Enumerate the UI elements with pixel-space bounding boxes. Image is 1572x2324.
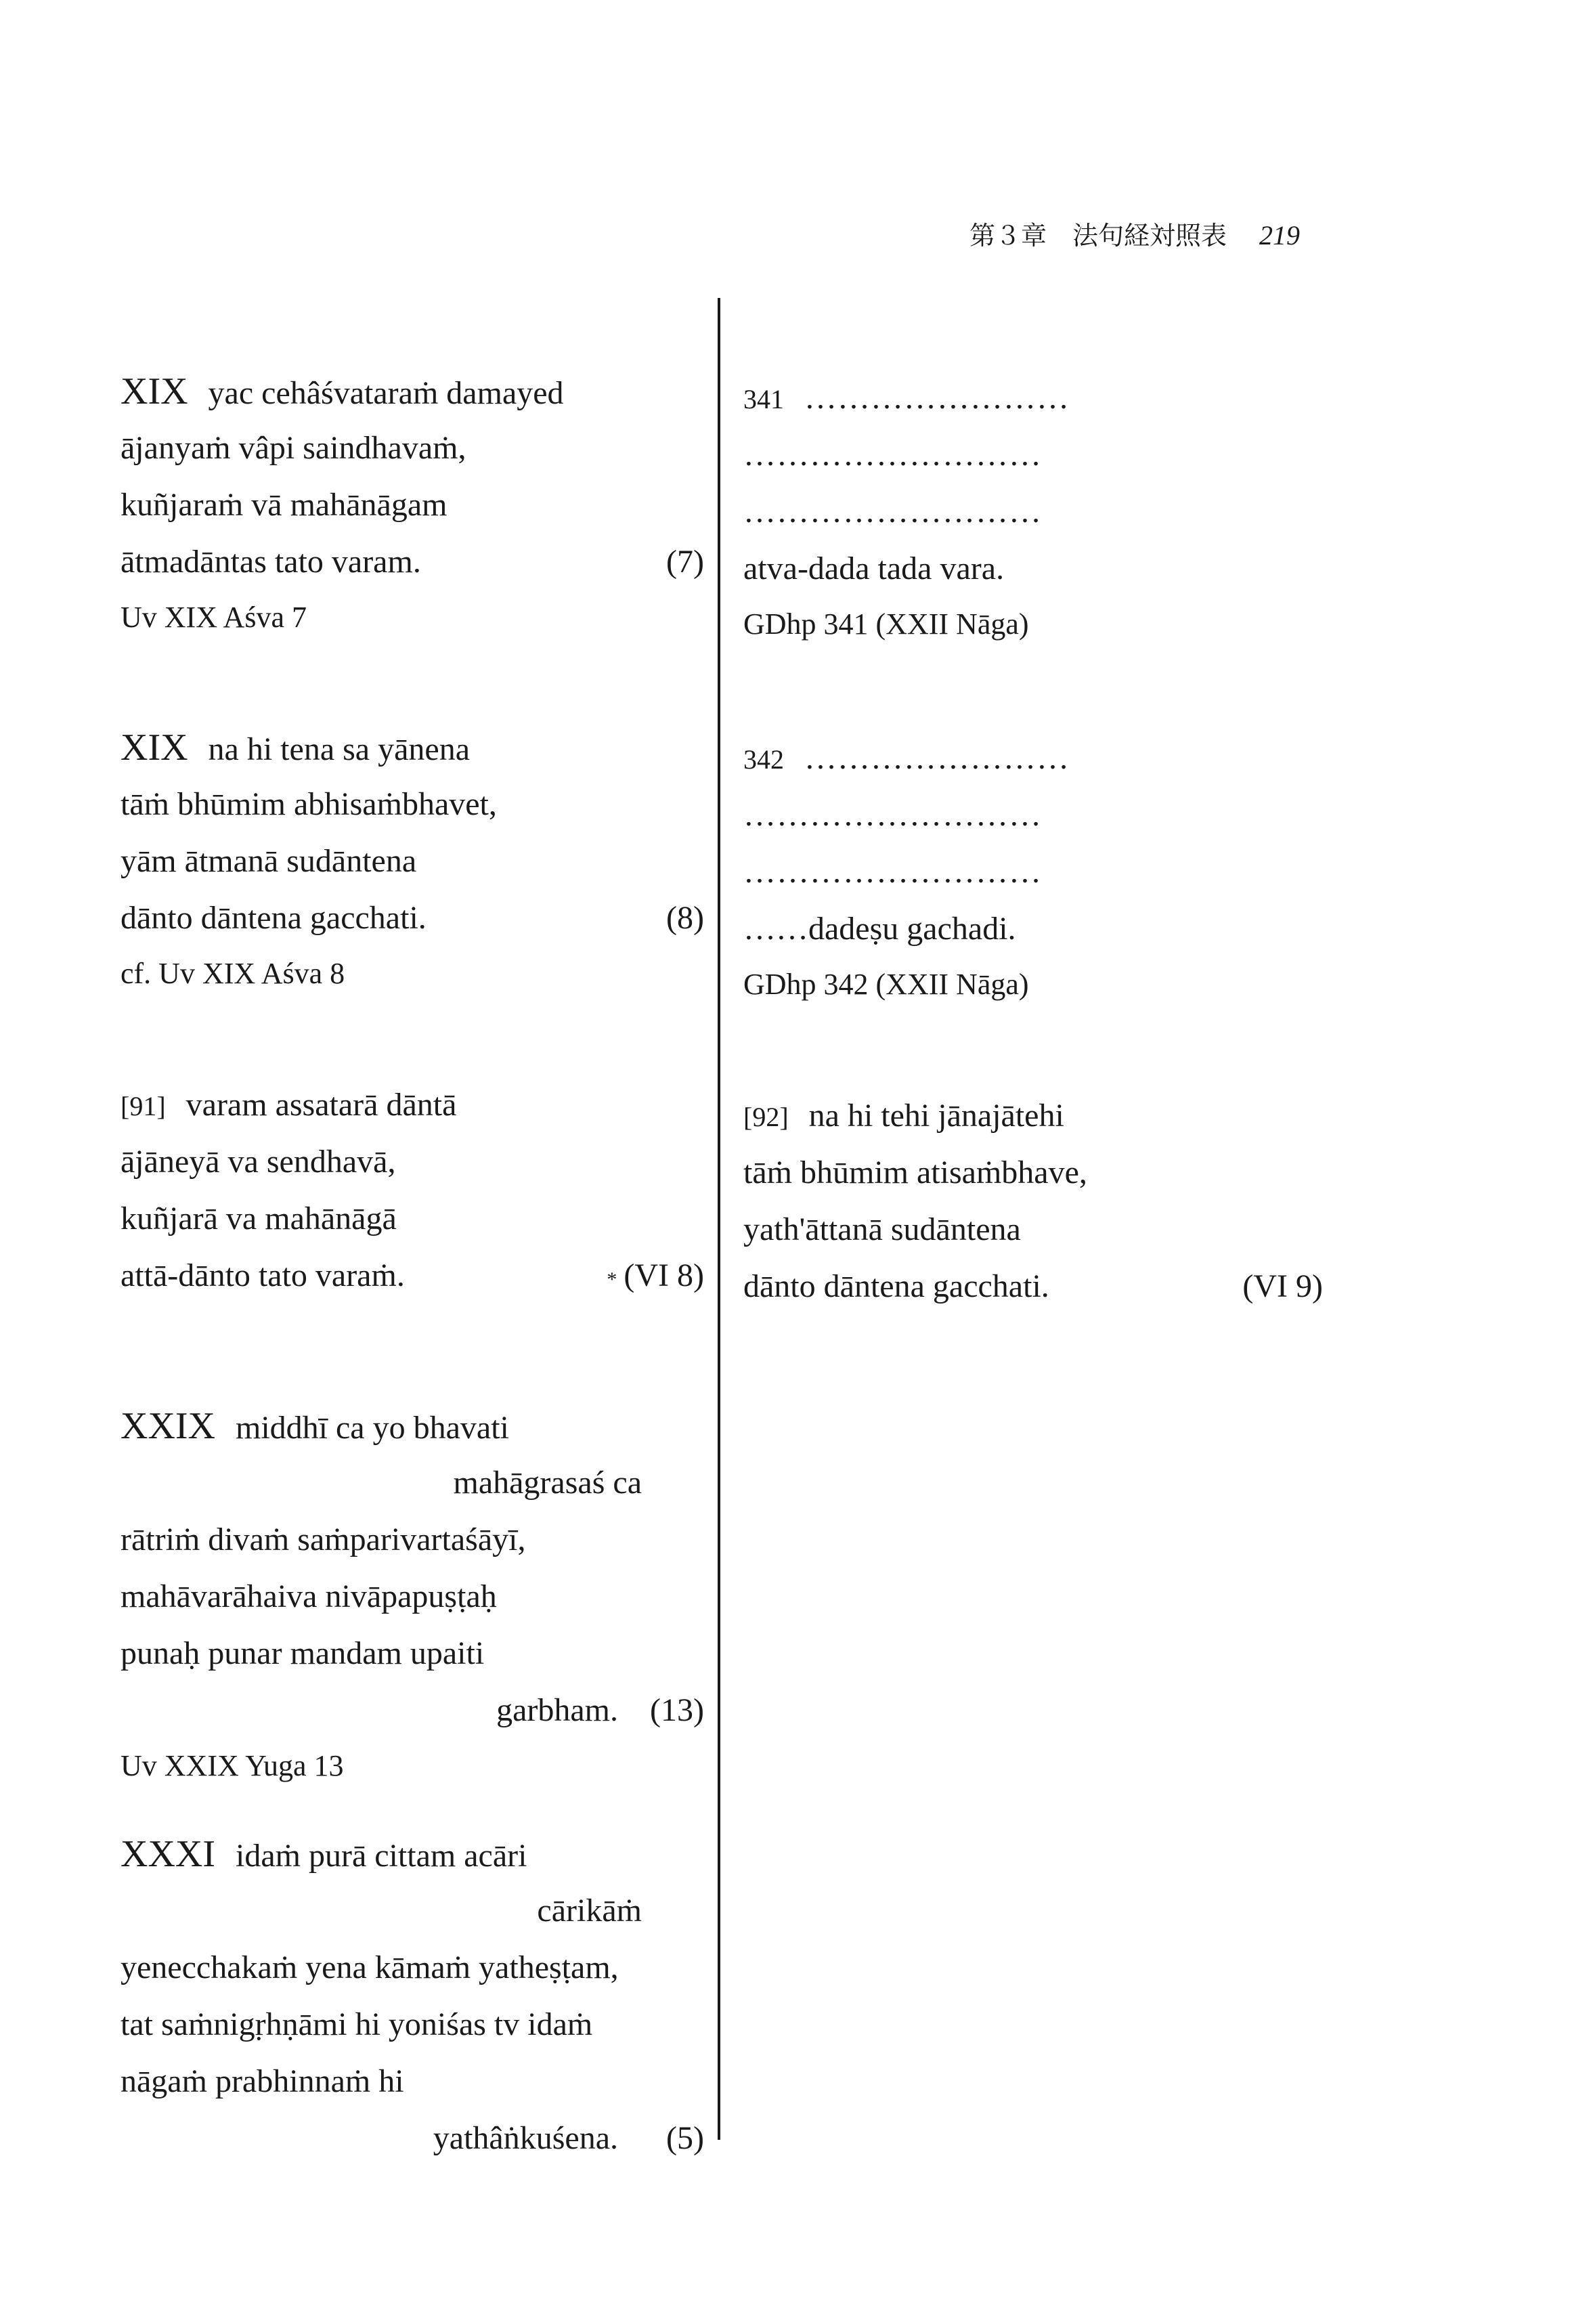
source-reference: Uv XIX Aśva 7 (121, 601, 307, 634)
verse-line: mahāgrasaś ca (453, 1465, 642, 1501)
left-verse-xxix-13 (121, 1398, 709, 1793)
source-reference: cf. Uv XIX Aśva 8 (121, 957, 345, 990)
verse-line: attā-dānto tato varaṁ. (121, 1257, 405, 1293)
verse-line: ……dadeṣu gachadi. (743, 911, 1016, 947)
verse-line: yath'āttanā sudāntena (743, 1211, 1021, 1247)
verse-line: middhī ca yo bhavati (235, 1410, 509, 1446)
verse-line: kuñjarā va mahānāgā (121, 1201, 397, 1236)
verse-number: (5) (666, 2120, 704, 2156)
verse-label: XXIX (121, 1405, 215, 1447)
right-verse-92 (743, 1088, 1326, 1315)
verse-line: dānto dāntena gacchati. (743, 1268, 1049, 1304)
verse-label: 342 (743, 744, 784, 775)
verse-line: idaṁ purā cittam acāri (235, 1838, 527, 1874)
verse-number: (13) (650, 1692, 704, 1728)
lacuna-dots: ……………………… (743, 494, 1042, 530)
verse-line: kuñjaraṁ vā mahānāgam (121, 487, 447, 523)
left-verse-xxxi-5 (121, 1826, 709, 2167)
right-gdhp-342 (743, 730, 1326, 1012)
verse-number: (7) (666, 544, 704, 580)
verse-label: 341 (743, 384, 784, 414)
left-verse-91 (121, 1077, 709, 1304)
verse-line: tāṁ bhūmim atisaṁbhave, (743, 1155, 1087, 1190)
verse-number-group (607, 1247, 704, 1308)
lacuna-dots: …………………… (804, 740, 1070, 776)
verse-line: na hi tehi jānajātehi (808, 1098, 1064, 1134)
running-header (921, 215, 1300, 256)
verse-line: yathâṅkuśena. (433, 2120, 618, 2156)
verse-label: [91] (121, 1091, 166, 1121)
verse-label: XIX (121, 727, 188, 769)
source-reference: Uv XXIX Yuga 13 (121, 1749, 344, 1782)
left-verse-xix-7 (121, 363, 709, 645)
asterisk-mark: * (607, 1268, 617, 1291)
verse-line: yām ātmanā sudāntena (121, 843, 417, 879)
verse-line: rātriṁ divaṁ saṁparivartaśāyī, (121, 1522, 526, 1557)
source-reference: GDhp 341 (XXII Nāga) (743, 607, 1029, 641)
verse-line: dānto dāntena gacchati. (121, 900, 427, 936)
chapter-title: 第３章 法句経対照表 (969, 221, 1227, 251)
verse-line: tat saṁnigṛhṇāmi hi yoniśas tv idaṁ (121, 2006, 593, 2042)
lacuna-dots: ……………………… (743, 854, 1042, 890)
left-verse-xix-8 (121, 719, 709, 1001)
verse-line: ājāneyā va sendhavā, (121, 1144, 396, 1180)
verse-line: cārikāṁ (537, 1893, 642, 1929)
verse-label: XIX (121, 370, 188, 412)
verse-label: XXXI (121, 1833, 215, 1875)
verse-line: garbham. (496, 1692, 618, 1728)
lacuna-dots: ……………………… (743, 797, 1042, 833)
column-divider (718, 298, 720, 2140)
verse-line: varam assatarā dāntā (185, 1087, 457, 1123)
verse-line: ātmadāntas tato varam. (121, 544, 421, 580)
verse-line: yenecchakaṁ yena kāmaṁ yatheṣṭam, (121, 1950, 619, 1985)
lacuna-dots: ……………………… (743, 437, 1042, 473)
verse-line: na hi tena sa yānena (208, 731, 471, 767)
verse-line: atva-dada tada vara. (743, 551, 1005, 586)
verse-line: nāgaṁ prabhinnaṁ hi (121, 2063, 404, 2099)
verse-line: yac cehâśvataraṁ damayed (208, 375, 564, 411)
verse-label: [92] (743, 1102, 789, 1132)
verse-number: (VI 9) (1242, 1268, 1323, 1304)
source-reference: GDhp 342 (XXII Nāga) (743, 968, 1029, 1001)
verse-line: mahāvarāhaiva nivāpapuṣṭaḥ (121, 1578, 497, 1614)
right-gdhp-341 (743, 370, 1326, 651)
verse-line: punaḥ punar mandam upaiti (121, 1635, 485, 1671)
verse-number: (8) (666, 900, 704, 936)
verse-line: tāṁ bhūmim abhisaṁbhavet, (121, 786, 497, 822)
page-number: 219 (1259, 220, 1300, 251)
verse-line: ājanyaṁ vâpi saindhavaṁ, (121, 430, 466, 466)
lacuna-dots: …………………… (804, 380, 1070, 416)
verse-number: (VI 8) (624, 1257, 704, 1293)
